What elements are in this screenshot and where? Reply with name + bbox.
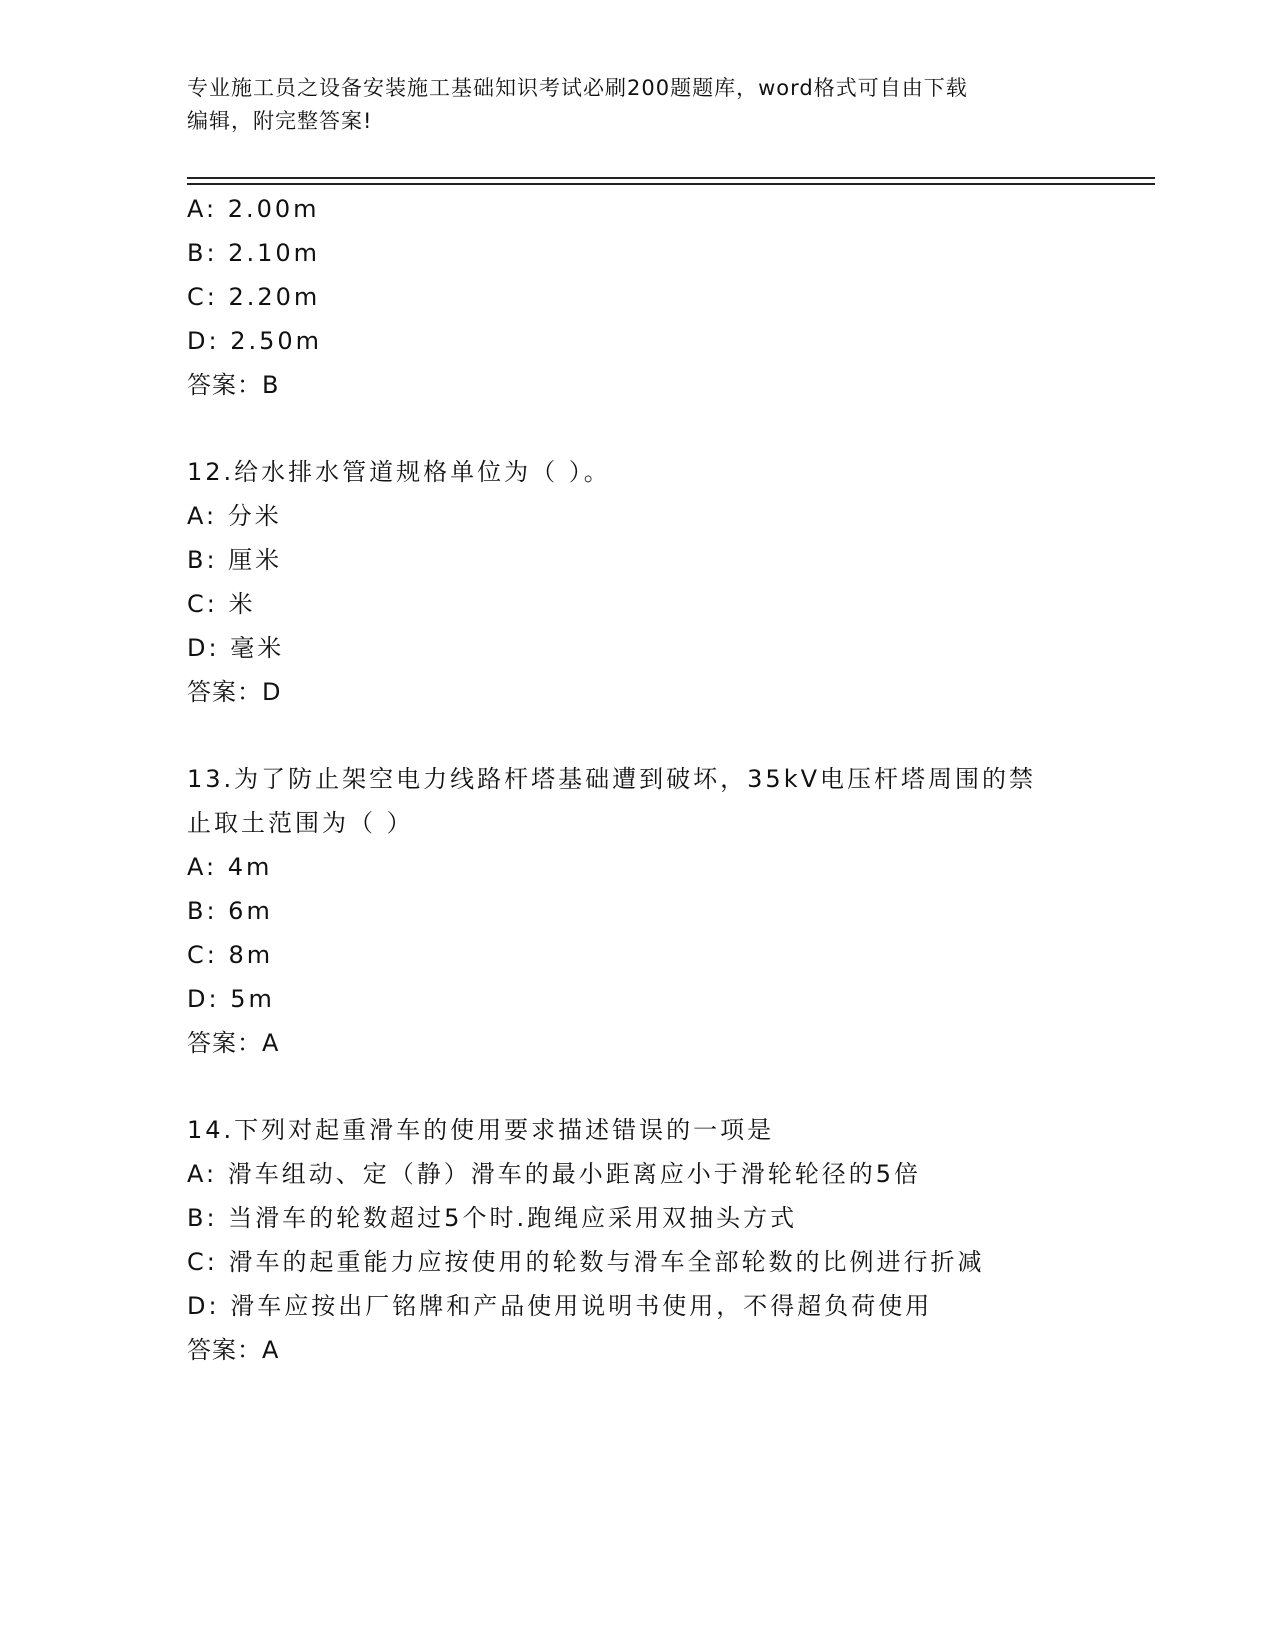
q13-option-b: B: 6m	[187, 897, 273, 925]
header-divider-bottom	[187, 183, 1155, 185]
q13-option-c: C: 8m	[187, 941, 274, 969]
q12-option-a: A: 分米	[187, 502, 282, 530]
header-title-line-1: 专业施工员之设备安装施工基础知识考试必刷200题题库，word格式可自由下载	[187, 76, 968, 100]
q14-question: 14.下列对起重滑车的使用要求描述错误的一项是	[187, 1116, 775, 1144]
q12-question: 12.给水排水管道规格单位为（ ）。	[187, 458, 611, 486]
q11-answer: 答案：B	[187, 371, 280, 399]
q12-option-c: C: 米	[187, 590, 256, 618]
q14-option-b: B: 当滑车的轮数超过5个时.跑绳应采用双抽头方式	[187, 1204, 798, 1232]
q12-option-d: D: 毫米	[187, 634, 285, 662]
q12-option-b: B: 厘米	[187, 546, 283, 574]
q11-option-c: C: 2.20m	[187, 283, 321, 311]
header-title-line-2: 编辑，附完整答案!	[187, 109, 373, 133]
q11-option-a: A: 2.00m	[187, 195, 320, 223]
q14-answer: 答案：A	[187, 1336, 280, 1364]
q14-option-c: C: 滑车的起重能力应按使用的轮数与滑车全部轮数的比例进行折减	[187, 1248, 985, 1276]
document-header	[187, 72, 1087, 138]
q11-option-d: D: 2.50m	[187, 327, 323, 355]
q11-option-b: B: 2.10m	[187, 239, 320, 267]
header-divider-top	[187, 177, 1155, 179]
q14-option-a: A: 滑车组动、定（静）滑车的最小距离应小于滑轮轮径的5倍	[187, 1160, 921, 1188]
q13-question-line-2: 止取土范围为（ ）	[187, 809, 414, 837]
q13-option-a: A: 4m	[187, 853, 273, 881]
q13-question-line-1: 13.为了防止架空电力线路杆塔基础遭到破坏，35kV电压杆塔周围的禁	[187, 765, 1037, 793]
q12-answer: 答案：D	[187, 678, 282, 706]
q14-option-d: D: 滑车应按出厂铭牌和产品使用说明书使用，不得超负荷使用	[187, 1292, 933, 1320]
q13-option-d: D: 5m	[187, 985, 275, 1013]
q13-answer: 答案：A	[187, 1029, 280, 1057]
